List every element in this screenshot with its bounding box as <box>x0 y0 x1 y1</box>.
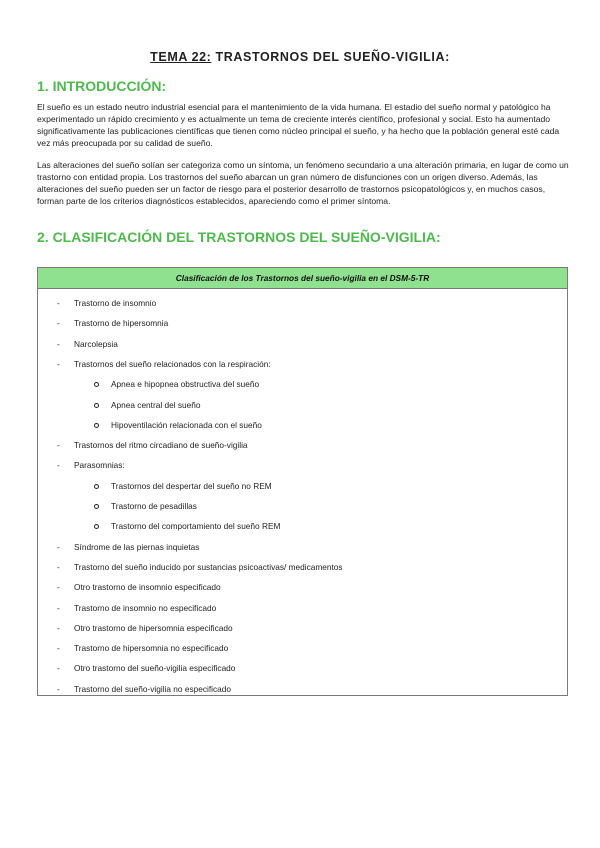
classification-table <box>37 267 568 696</box>
page-title <box>0 50 600 64</box>
list-item-text: Trastorno de pesadillas <box>111 501 197 511</box>
classification-heading: 2. CLASIFICACIÓN DEL TRASTORNOS DEL SUEÑO-VIGILIA: <box>37 229 441 245</box>
list-item-text: Trastornos del ritmo circadiano de sueño-vigilia <box>74 440 248 451</box>
list-item-text: Trastorno de hipersomnia no especificado <box>74 643 229 654</box>
list-item-text: Trastornos del despertar del sueño no REM <box>111 480 272 491</box>
dash-bullet-icon: - <box>57 683 60 694</box>
list-item-text: Otro trastorno del sueño-vigilia especificado <box>74 663 236 674</box>
intro-paragraph-2: Las alteraciones del sueño solían ser categoriza como un síntoma, un fenómeno secundario a una alteración primaria, en lugar de como un trastorno con entidad propia. Los trastornos del sueño abarcan un gran número de disfunciones con un origen diverso. Además, las alteraciones del sueño pueden ser un factor de riesgo para el posterior desarrollo de trastornos psicopatológicos y, en muchos casos, forman parte de los criterios diagnósticos establecidos, apareciendo como el primer síntoma. <box>37 160 569 206</box>
list-item-text: Trastorno de insomnio <box>74 298 157 308</box>
title-tema: TEMA 22: <box>150 50 212 64</box>
dash-bullet-icon: - <box>57 602 60 613</box>
list-item-text: Parasomnias: <box>74 460 125 471</box>
dash-bullet-icon: - <box>57 318 60 329</box>
list-item-text: Otro trastorno de hipersomnia especificado <box>74 622 233 633</box>
circle-bullet-icon <box>94 423 99 428</box>
list-item-text: Hipoventilación relacionada con el sueño <box>111 419 262 430</box>
dash-bullet-icon: - <box>57 663 60 674</box>
circle-bullet-icon <box>94 524 99 529</box>
intro-heading: 1. INTRODUCCIÓN: <box>37 78 167 94</box>
circle-bullet-icon <box>94 504 99 509</box>
list-item-text: Otro trastorno de insomnio especificado <box>74 582 221 593</box>
circle-bullet-icon <box>94 484 99 489</box>
title-text: TRASTORNOS DEL SUEÑO-VIGILIA: <box>211 50 450 64</box>
dash-bullet-icon: - <box>57 460 60 471</box>
circle-bullet-icon <box>94 403 99 408</box>
dash-bullet-icon: - <box>57 561 60 572</box>
dash-bullet-icon: - <box>57 582 60 593</box>
table-header: Clasificación de los Trastornos del sueño-vigilia en el DSM-5-TR <box>38 268 567 289</box>
list-item-text: Trastorno del sueño inducido por sustancias psicoactivas/ medicamentos <box>74 561 343 572</box>
list-item-text: Trastorno de insomnio no especificado <box>74 602 217 613</box>
intro-paragraph-1: El sueño es un estado neutro industrial esencial para el mantenimiento de la vida humana. El estadio del sueño normal y patológico ha experimentado un rápido crecimiento y es actualmente un tema de creciente interés científico, profesional y social. Esto ha aumentado significativamente las publicaciones científicas que tienen como núcleo principal el sueño, y ha hecho que la población general esté cada vez más preocupada por su calidad de sueño. <box>37 102 560 148</box>
list-item-text: Apnea e hipopnea obstructiva del sueño <box>111 379 260 390</box>
dash-bullet-icon: - <box>57 358 60 369</box>
list-item-text: Apnea central del sueño <box>111 399 201 410</box>
dash-bullet-icon: - <box>57 440 60 451</box>
dash-bullet-icon: - <box>57 338 60 349</box>
dash-bullet-icon: - <box>57 298 60 308</box>
list-item-text: Trastorno de hipersomnia <box>74 318 169 329</box>
list-item-text: Trastorno del sueño-vigilia no especificado <box>74 683 231 694</box>
list-item-text: Trastornos del sueño relacionados con la respiración: <box>74 358 271 369</box>
list-item-text: Trastorno del comportamiento del sueño REM <box>111 521 281 532</box>
dash-bullet-icon: - <box>57 541 60 552</box>
dash-bullet-icon: - <box>57 643 60 654</box>
list-item-text: Narcolepsia <box>74 338 118 349</box>
dash-bullet-icon: - <box>57 622 60 633</box>
list-item-text: Síndrome de las piernas inquietas <box>74 541 200 552</box>
circle-bullet-icon <box>94 382 99 387</box>
